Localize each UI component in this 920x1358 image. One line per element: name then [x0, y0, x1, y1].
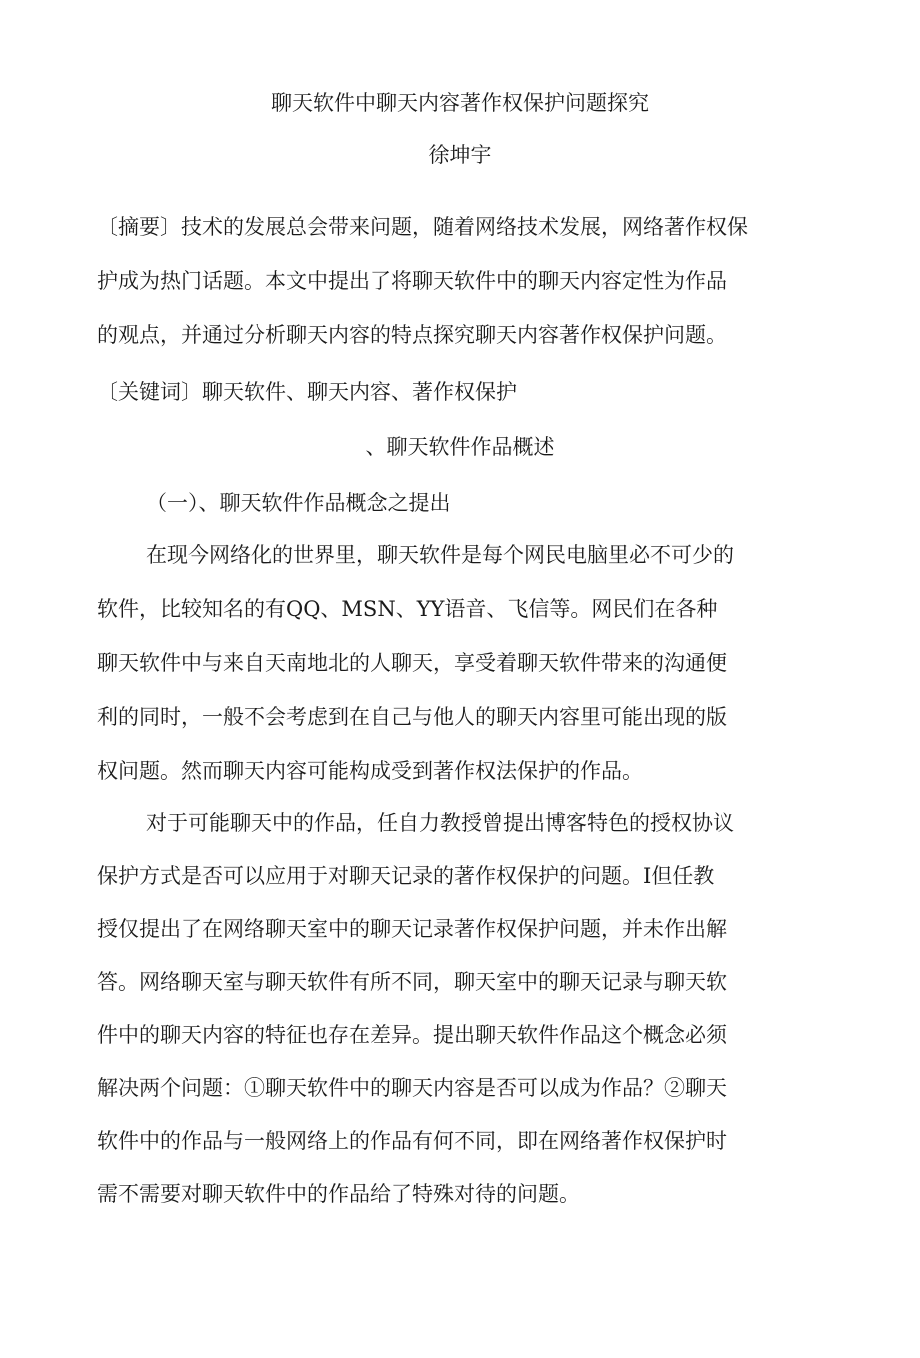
abstract-line: 护成为热门话题。本文中提出了将聊天软件中的聊天内容定性为作品	[97, 269, 727, 293]
paragraph-line: 聊天软件中与来自天南地北的人聊天，享受着聊天软件带来的沟通便	[97, 651, 727, 675]
document-title: 聊天软件中聊天内容著作权保护问题探究	[271, 91, 649, 115]
paragraph-line: 答。网络聊天室与聊天软件有所不同，聊天室中的聊天记录与聊天软	[97, 970, 727, 994]
paragraph-line: 权问题。然而聊天内容可能构成受到著作权法保护的作品。	[97, 759, 643, 783]
abstract-line: 〔摘要〕技术的发展总会带来问题，随着网络技术发展，网络著作权保	[97, 215, 748, 239]
subsection-heading: （一）、聊天软件作品概念之提出	[146, 491, 451, 515]
paragraph-line: 软件中的作品与一般网络上的作品有何不同，即在网络著作权保护时	[97, 1129, 727, 1153]
paragraph-line: 软件，比较知名的有QQ、MSN、YY语音、飞信等。网民们在各种	[97, 597, 718, 621]
paragraph-line: 授仅提出了在网络聊天室中的聊天记录著作权保护问题，并未作出解	[97, 917, 727, 941]
paragraph-line: 件中的聊天内容的特征也存在差异。提出聊天软件作品这个概念必须	[97, 1023, 727, 1047]
paragraph-line: 保护方式是否可以应用于对聊天记录的著作权保护的问题。I但任教	[97, 864, 715, 888]
paragraph-line: 对于可能聊天中的作品，任自力教授曾提出博客特色的授权协议	[146, 811, 734, 835]
paragraph-line: 利的同时，一般不会考虑到在自己与他人的聊天内容里可能出现的版	[97, 705, 727, 729]
paragraph-line: 在现今网络化的世界里，聊天软件是每个网民电脑里必不可少的	[146, 543, 734, 567]
section-heading: 、聊天软件作品概述	[365, 435, 555, 459]
document-author: 徐坤宇	[428, 143, 492, 167]
keywords-line: 〔关键词〕聊天软件、聊天内容、著作权保护	[97, 380, 517, 404]
abstract-line: 的观点，并通过分析聊天内容的特点探究聊天内容著作权保护问题。	[97, 323, 727, 347]
paragraph-line: 需不需要对聊天软件中的作品给了特殊对待的问题。	[97, 1182, 580, 1206]
paragraph-line: 解决两个问题：①聊天软件中的聊天内容是否可以成为作品？②聊天	[97, 1076, 727, 1100]
